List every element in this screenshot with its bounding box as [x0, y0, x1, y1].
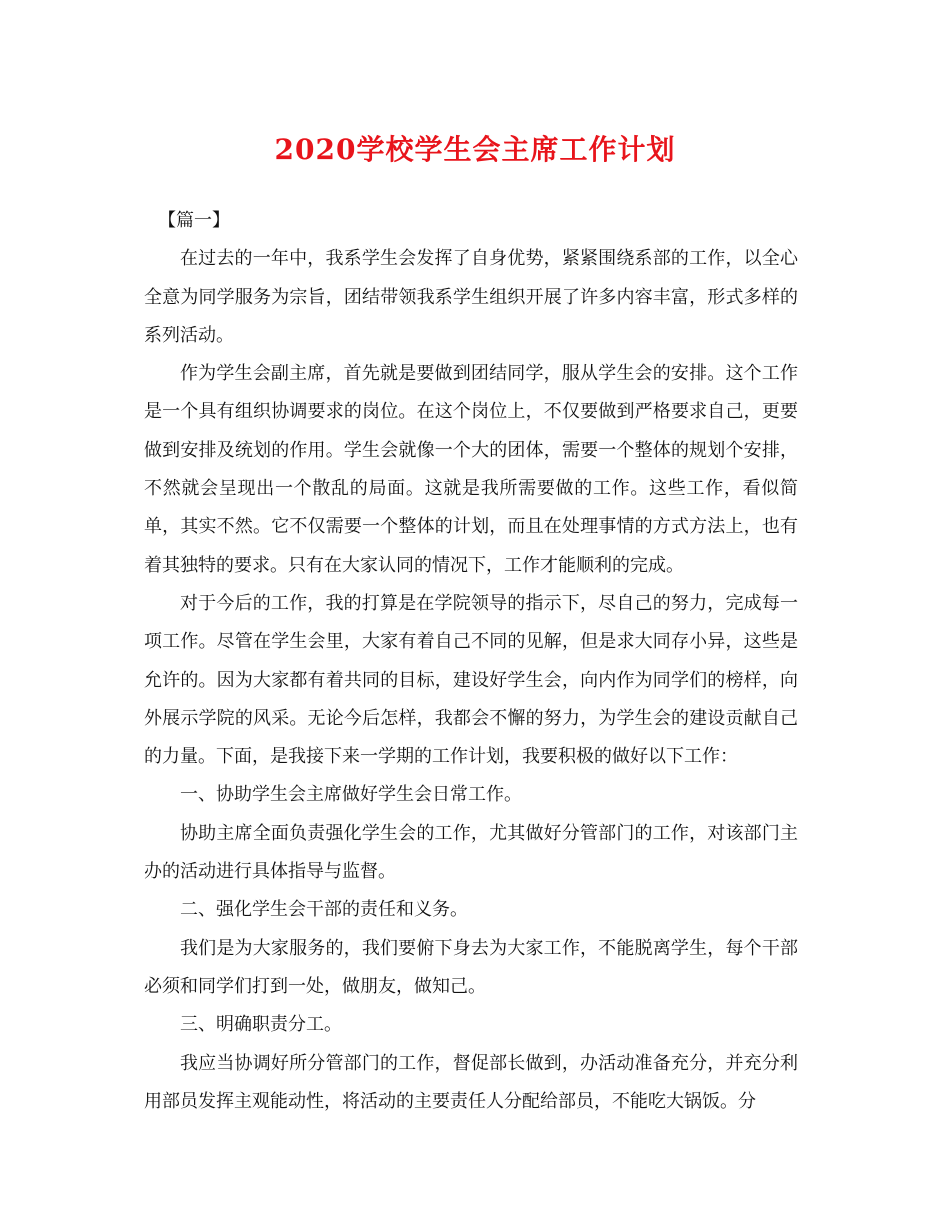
section-heading: 一、协助学生会主席做好学生会日常工作。	[180, 784, 522, 806]
paragraph: 我应当协调好所分管部门的工作，督促部长做到，办活动准备充分，并充分利用部员发挥主观能动性，将活动的主要责任人分配给部员，不能吃大锅饭。分	[144, 1052, 798, 1112]
section-heading: 二、强化学生会干部的责任和义务。	[180, 899, 468, 921]
paragraph: 协助主席全面负责强化学生会的工作，尤其做好分管部门的工作，对该部门主办的活动进行具体指导与监督。	[144, 822, 798, 883]
paragraph: 对于今后的工作，我的打算是在学院领导的指示下，尽自己的努力，完成每一项工作。尽管在学生会里，大家有着自己不同的见解，但是求大同存小异，这些是允许的。因为大家都有着共同的目标，建设好学生会，向内作为同学们的榜样，向外展示学院的风采。无论今后怎样，我都会不懈的努力，为学生会的建设贡献自己的力量。下面，是我接下来一学期的工作计划，我要积极的做好以下工作：	[144, 592, 798, 768]
paragraph: 作为学生会副主席，首先就是要做到团结同学，服从学生会的安排。这个工作是一个具有组织协调要求的岗位。在这个岗位上，不仅要做到严格要求自己，更要做到安排及统划的作用。学生会就像一个大的团体，需要一个整体的规划个安排，不然就会呈现出一个散乱的局面。这就是我所需要做的工作。这些工作，看似简单，其实不然。它不仅需要一个整体的计划，而且在处理事情的方式方法上，也有着其独特的要求。只有在大家认同的情况下，工作才能顺利的完成。	[144, 363, 798, 576]
section-heading: 三、明确职责分工。	[180, 1014, 342, 1036]
paragraph: 在过去的一年中，我系学生会发挥了自身优势，紧紧围绕系部的工作，以全心全意为同学服务为宗旨，团结带领我系学生组织开展了许多内容丰富，形式多样的系列活动。	[144, 248, 798, 346]
document-body	[144, 202, 798, 1121]
paragraph: 我们是为大家服务的，我们要俯下身去为大家工作，不能脱离学生，每个干部必须和同学们打到一处，做朋友，做知己。	[144, 937, 798, 997]
document-title: 2020学校学生会主席工作计划	[274, 133, 676, 166]
section-tag: 【篇一】	[158, 210, 230, 231]
